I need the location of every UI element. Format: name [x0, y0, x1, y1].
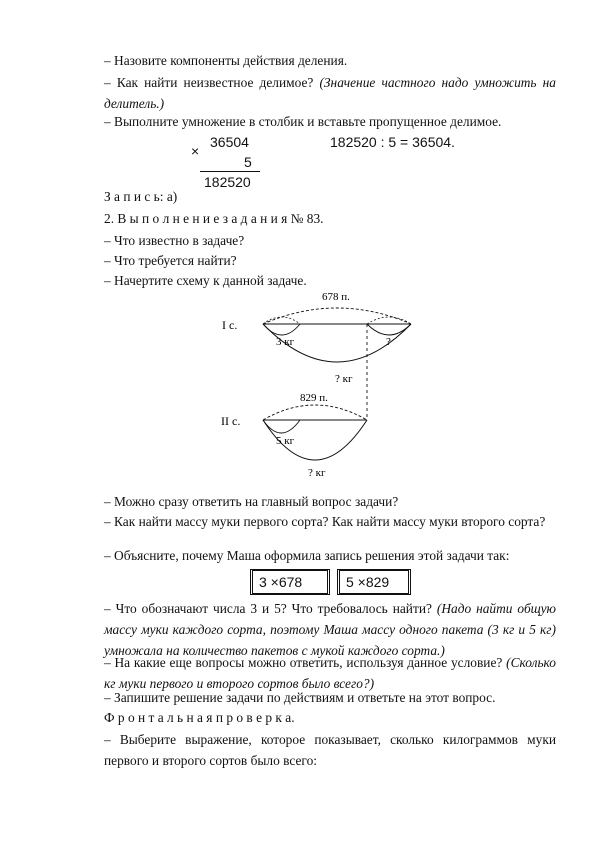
- text-line: – Назовите компоненты действия деления.: [104, 53, 348, 68]
- label-sort-1: I с.: [222, 318, 238, 332]
- brace-top-1: [263, 308, 411, 324]
- expression-box-1: 3 ×678: [252, 570, 328, 594]
- count-top: 678 п.: [322, 291, 350, 303]
- text-italic: (Сколько кг муки первого и второго сортов было всего?): [104, 655, 556, 691]
- frontal-check-title: Ф р о н т а л ь н а я п р о в е р к а.: [104, 710, 295, 725]
- text-line: – Можно сразу ответить на главный вопрос задачи?: [104, 494, 399, 509]
- arc-q-1: [367, 324, 411, 335]
- division-equation: 182520 : 5 = 36504.: [330, 134, 455, 150]
- expression-box-2: 5 ×829: [339, 570, 409, 594]
- arc-dash-1: [263, 317, 300, 324]
- text-line: – Запишите решение задачи по действиям и ответьте на этот вопрос.: [104, 690, 496, 705]
- total-2: ? кг: [308, 467, 326, 479]
- text-line: – Объясните, почему Маша оформила запись решения этой задачи так:: [104, 548, 510, 563]
- text-line: – Что известно в задаче?: [104, 233, 245, 248]
- text-line: – Выполните умножение в столбик и вставьте пропущенное делимое.: [104, 114, 502, 129]
- multiplicand: 36504: [210, 134, 249, 150]
- text-italic: (Надо найти общую массу муки каждого сорта, поэтому Маша массу одного пакета (3 кг и 5 кг) умножала на количество пакетов с мукой каждого сорта.): [104, 601, 556, 658]
- text-normal: – На какие еще вопросы можно ответить, используя данное условие?: [104, 655, 507, 670]
- text-normal: – Что обозначают числа 3 и 5? Что требовалось найти?: [104, 601, 437, 616]
- text-italic: (Значение частного надо умножить на делитель.): [104, 75, 556, 111]
- label-sort-2: II с.: [221, 414, 241, 428]
- text-line: – Начертите схему к данной задаче.: [104, 273, 307, 288]
- product: 182520: [204, 174, 251, 190]
- text-paragraph: – Как найти массу муки первого сорта? Как найти массу муки второго сорта?: [104, 514, 546, 529]
- text-normal: – Как найти неизвестное делимое?: [104, 75, 320, 90]
- count-bottom: 829 п.: [300, 392, 328, 404]
- record-label: З а п и с ь: а): [104, 189, 178, 204]
- task-title: 2. В ы п о л н е н и е з а д а н и я № 83.: [104, 211, 324, 226]
- multiplier: 5: [244, 154, 252, 170]
- q-small: ?: [386, 336, 391, 348]
- brace-top-2: [263, 405, 367, 420]
- multiply-sign: ×: [191, 143, 200, 159]
- arc-dash-2: [367, 317, 411, 324]
- total-1: ? кг: [335, 373, 353, 385]
- pack-2: 5 кг: [276, 435, 295, 447]
- text-paragraph: – Выберите выражение, которое показывает, сколько килограммов муки первого и второго сортов было всего:: [104, 732, 556, 768]
- pack-1: 3 кг: [276, 336, 295, 348]
- arc-pack-2: [263, 420, 300, 433]
- text-line: – Что требуется найти?: [104, 253, 237, 268]
